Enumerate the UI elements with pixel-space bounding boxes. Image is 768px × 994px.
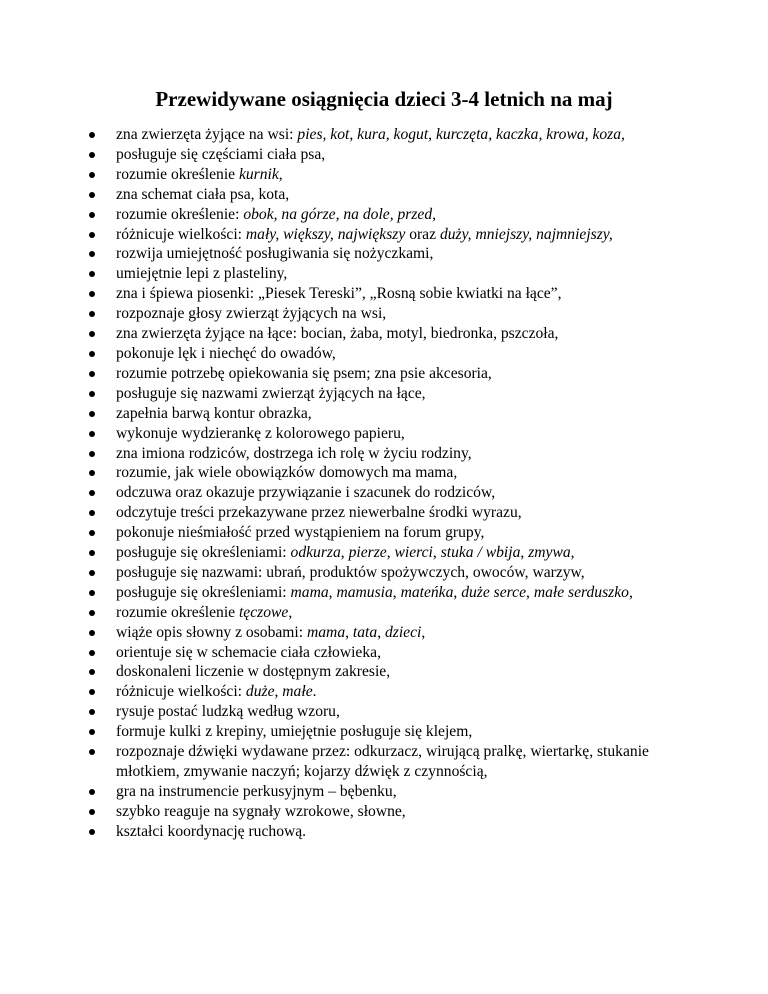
list-item (116, 643, 686, 663)
item-text: rozumie, jak wiele obowiązków domowych ma mama, (116, 464, 458, 482)
list-item (116, 384, 686, 404)
item-text: różnicuje wielkości: (116, 225, 246, 243)
list-item (116, 185, 686, 205)
list-item (116, 165, 686, 185)
item-text: posługuje się określeniami: (116, 544, 291, 562)
item-text: odczytuje treści przekazywane przez niewerbalne środki wyrazu, (116, 504, 522, 522)
italic-text: duże serce (461, 583, 527, 601)
list-item (116, 344, 686, 364)
italic-text: mamusia (336, 583, 393, 601)
item-text: , (570, 544, 575, 562)
italic-text: dzieci (384, 623, 422, 641)
list-item (116, 742, 686, 782)
item-text: posługuje się określeniami: (116, 583, 291, 601)
item-text: zna zwierzęta żyjące na łące: bocian, żaba, motyl, biedronka, pszczoła, (116, 325, 559, 343)
item-text: zna zwierzęta żyjące na wsi: (116, 126, 298, 143)
list-item (116, 483, 686, 503)
item-text: , (432, 544, 441, 562)
italic-text: małe (282, 683, 313, 701)
list-item (116, 583, 686, 603)
list-item (116, 284, 686, 304)
italic-text: wierci (394, 544, 433, 562)
list-item (116, 225, 686, 245)
item-text: , (421, 623, 426, 641)
italic-text: obok, na górze, na dole, przed, (243, 205, 437, 223)
item-text: pokonuje nieśmiałość przed wystąpieniem na forum grupy, (116, 524, 485, 542)
item-text: rozumie określenie: (116, 205, 244, 223)
item-text: rozpoznaje głosy zwierząt żyjących na wsi, (116, 305, 387, 323)
item-text: , (340, 544, 349, 562)
list-item (116, 444, 686, 464)
item-text: , (345, 623, 353, 641)
item-text: zna schemat ciała psa, kota, (116, 185, 290, 203)
item-text: posługuje się częściami ciała psa, (116, 145, 326, 163)
list-item (116, 822, 686, 842)
item-text: umiejętnie lepi z plasteliny, (116, 265, 288, 283)
item-text: , (328, 583, 337, 601)
list-item (116, 702, 686, 722)
item-text: orientuje się w schemacie ciała człowieka, (116, 643, 381, 661)
italic-text: duże (245, 683, 275, 701)
list-item (116, 503, 686, 523)
list-item (116, 802, 686, 822)
list-item (116, 125, 686, 145)
item-text: , (628, 583, 633, 601)
item-text: doskonaleni liczenie w dostępnym zakresie, (116, 663, 391, 681)
item-text: , (288, 603, 293, 621)
list-item (116, 523, 686, 543)
item-text: wiąże opis słowny z osobami: (116, 623, 307, 641)
italic-text: tata (352, 623, 378, 641)
italic-text: odkurza (290, 544, 341, 562)
list-item (116, 662, 686, 682)
list-item (116, 364, 686, 384)
italic-text: małe serduszko (533, 583, 629, 601)
item-text: rozumie określenie (116, 165, 239, 183)
list-item (116, 424, 686, 444)
item-text: , (386, 544, 395, 562)
italic-text: mama (307, 623, 346, 641)
item-text: wykonuje wydzierankę z kolorowego papieru, (116, 424, 405, 442)
item-text: oraz (405, 225, 440, 243)
list-item (116, 324, 686, 344)
italic-text: pies, kot, kura, kogut, kurczęta, kaczka, krowa, koza, (297, 126, 625, 143)
item-text: , (453, 583, 462, 601)
item-text: różnicuje wielkości: (116, 683, 246, 701)
item-text: zna i śpiewa piosenki: „Piesek Tereski”, „Rosną sobie kwiatki na łące”, (116, 285, 562, 303)
list-item (116, 463, 686, 483)
item-text: , (274, 683, 283, 701)
item-text: rozwija umiejętność posługiwania się nożyczkami, (116, 245, 434, 263)
italic-text: mały, większy, największy (245, 225, 406, 243)
italic-text: duży, mniejszy, najmniejszy, (439, 225, 613, 243)
italic-text: zmywa (528, 544, 571, 562)
italic-text: tęczowe (238, 603, 289, 621)
italic-text: mateńka (400, 583, 454, 601)
item-text: rysuje postać ludzką według wzoru, (116, 703, 340, 721)
italic-text: pierze (348, 544, 387, 562)
item-text: rozumie potrzebę opiekowania się psem; zna psie akcesoria, (116, 364, 492, 382)
item-text: posługuje się nazwami: ubrań, produktów spożywczych, owoców, warzyw, (116, 563, 585, 581)
italic-text: mama (290, 583, 329, 601)
page-title: Przewidywane osiągnięcia dzieci 3-4 letnich na maj (155, 87, 613, 111)
item-text: zna imiona rodziców, dostrzega ich rolę w życiu rodziny, (116, 444, 472, 462)
item-text: rozumie określenie (116, 603, 239, 621)
item-text: gra na instrumencie perkusyjnym – bębenku, (116, 782, 397, 800)
list-item (116, 722, 686, 742)
list-item (116, 682, 686, 702)
list-item (116, 264, 686, 284)
achievement-list (116, 125, 686, 842)
item-text: , (392, 583, 401, 601)
list-item (116, 782, 686, 802)
list-item (116, 404, 686, 424)
item-text: odczuwa oraz okazuje przywiązanie i szacunek do rodziców, (116, 484, 496, 502)
list-item (116, 603, 686, 623)
list-item (116, 543, 686, 563)
list-item (116, 205, 686, 225)
item-text: , (377, 623, 385, 641)
list-item (116, 145, 686, 165)
item-text: formuje kulki z krepiny, umiejętnie posługuje się klejem, (116, 723, 473, 741)
item-text: rozpoznaje dźwięki wydawane przez: odkurzacz, wirującą pralkę, wiertarkę, stukanie młotkiem, zmywanie naczyń; kojarzy dźwięk z czynnością, (116, 743, 649, 780)
item-text: pokonuje lęk i niechęć do owadów, (116, 344, 336, 362)
item-text: , (520, 544, 529, 562)
item-text: . (312, 683, 317, 701)
italic-text: kurnik, (238, 165, 283, 183)
list-item (116, 244, 686, 264)
italic-text: stuka / wbija (440, 544, 521, 562)
list-item (116, 623, 686, 643)
list-item (116, 304, 686, 324)
list-item (116, 563, 686, 583)
item-text: , (526, 583, 534, 601)
item-text: kształci koordynację ruchową. (116, 822, 307, 840)
item-text: posługuje się nazwami zwierząt żyjących na łące, (116, 384, 426, 402)
item-text: szybko reaguje na sygnały wzrokowe, słowne, (116, 802, 406, 820)
item-text: zapełnia barwą kontur obrazka, (116, 404, 312, 422)
